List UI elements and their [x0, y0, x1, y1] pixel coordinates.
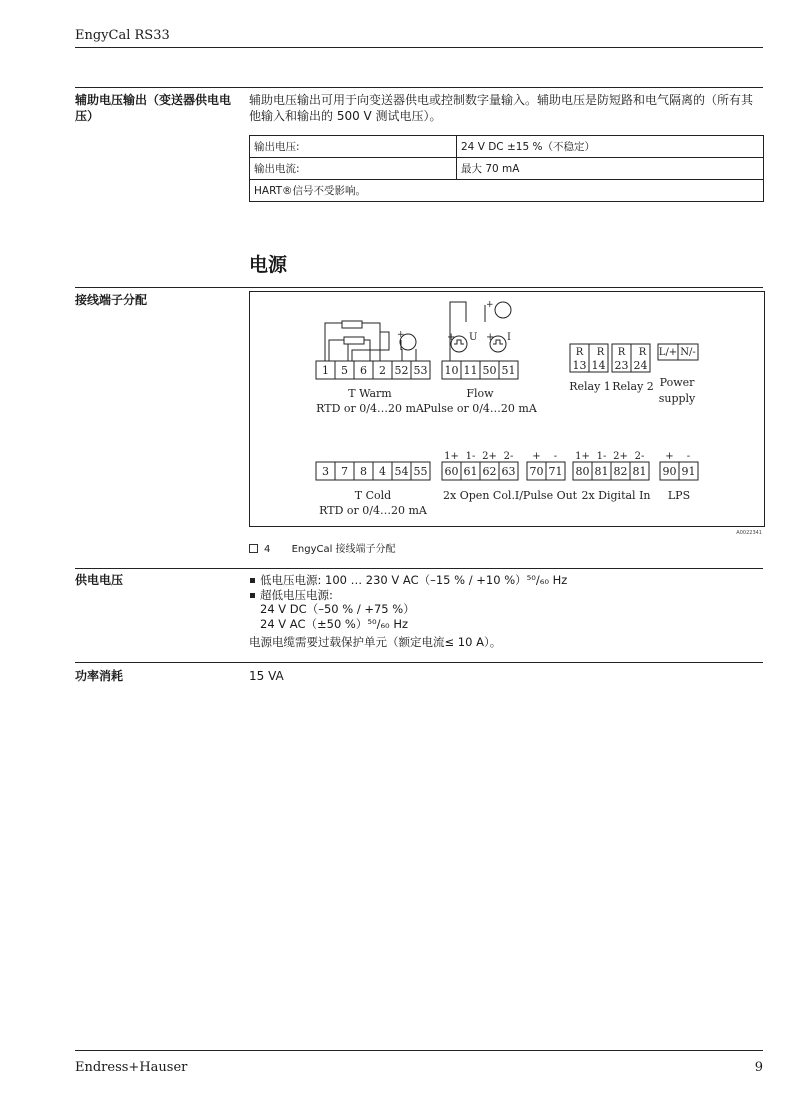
terminal-sign: 1+: [444, 451, 459, 462]
doc-id: A0022341: [736, 530, 762, 536]
terminal-sign: 2-: [634, 451, 645, 462]
table-row: [250, 180, 764, 202]
terminal-sign: 1-: [596, 451, 607, 462]
table-row: [250, 136, 764, 158]
aux-output-label: 辅助电压输出（变送器供电电压）: [75, 93, 232, 123]
terminal-caption: RTD or 0/4…20 mA: [316, 402, 424, 415]
section-divider: [75, 662, 763, 663]
terminal-label: 7: [341, 465, 348, 478]
terminal-label: 91: [681, 465, 696, 478]
relay-label: R: [575, 347, 584, 358]
terminal-label: 6: [360, 364, 367, 377]
page-number: 9: [754, 1060, 763, 1075]
aux-output-desc-2: 他输入和输出的 500 V 测试电压）。: [249, 109, 442, 123]
terminal-label: 1: [322, 364, 329, 377]
aux-output-table: [249, 135, 764, 202]
table-note: HART®信号不受影响。: [250, 180, 764, 202]
terminal-label: 50: [482, 364, 497, 377]
table-cell: 输出电流:: [250, 158, 457, 180]
terminal-label: 55: [413, 465, 428, 478]
relay-label: R: [596, 347, 605, 358]
table-cell: 最大 70 mA: [457, 158, 764, 180]
section-divider: [75, 87, 763, 88]
terminal-sign: +: [665, 451, 674, 462]
power-consumption-label: 功率消耗: [75, 669, 124, 683]
terminal-label: 24: [633, 359, 648, 372]
figure-icon: [249, 544, 258, 553]
terminal-label: 54: [394, 465, 409, 478]
header-divider: [75, 47, 763, 48]
relay-caption: Relay 1: [569, 380, 611, 393]
wiring-diagram: [249, 291, 765, 536]
terminal-caption: RTD or 0/4…20 mA: [319, 504, 427, 517]
terminal-sign: 1+: [575, 451, 590, 462]
supply-note: 电源电缆需要过载保护单元（额定电流≤ 10 A）。: [249, 635, 502, 649]
flow-sign: +: [486, 332, 495, 343]
terminal-label: 10: [444, 364, 459, 377]
power-caption: supply: [658, 392, 696, 405]
terminal-sign: -: [553, 451, 558, 462]
terminal-label: 3: [322, 465, 329, 478]
footer-brand: Endress+Hauser: [75, 1060, 188, 1075]
terminal-label: 5: [341, 364, 348, 377]
figure-number: 4: [264, 544, 271, 555]
terminal-label: 61: [463, 465, 478, 478]
terminal-caption: 2x Open Col.: [443, 489, 515, 502]
terminal-sign: 1-: [465, 451, 476, 462]
terminal-caption: I/Pulse Out: [514, 489, 578, 502]
terminal-sign: 2+: [613, 451, 628, 462]
list-item: 低电压电源: 100 … 230 V AC（–15 % / +10 %）⁵⁰/₆₀ Hz: [249, 573, 567, 588]
terminal-label: 52: [394, 364, 409, 377]
power-consumption-value: 15 VA: [249, 669, 284, 683]
section-divider: [75, 287, 763, 288]
terminal-label: 51: [501, 364, 516, 377]
terminal-sign: 2+: [482, 451, 497, 462]
terminal-label: 8: [360, 465, 367, 478]
terminal-label: 11: [463, 364, 478, 377]
table-row: [250, 158, 764, 180]
terminal-sign: -: [686, 451, 691, 462]
figure-caption: [249, 540, 396, 555]
section-divider: [75, 568, 763, 569]
supply-list: [249, 573, 567, 650]
figure-caption-text: EngyCal 接线端子分配: [291, 544, 396, 555]
terminal-sign: 2-: [503, 451, 514, 462]
table-cell: 输出电压:: [250, 136, 457, 158]
list-item: 24 V DC（–50 % / +75 %）: [260, 602, 415, 616]
terminal-caption: Pulse or 0/4…20 mA: [423, 402, 537, 415]
terminal-label: 60: [444, 465, 459, 478]
svg-text:+: +: [486, 300, 494, 310]
terminal-caption: T Warm: [348, 387, 392, 400]
terminal-label: 82: [613, 465, 628, 478]
list-item: 24 V AC（±50 %）⁵⁰/₆₀ Hz: [260, 616, 409, 631]
terminal-label: 23: [614, 359, 629, 372]
relay-label: R: [617, 347, 626, 358]
power-caption: Power: [659, 376, 695, 389]
terminal-label: 62: [482, 465, 497, 478]
relay-caption: Relay 2: [612, 380, 654, 393]
terminal-sign: +: [532, 451, 541, 462]
terminal-label: 70: [529, 465, 544, 478]
terminal-caption: Flow: [466, 387, 494, 400]
terminal-caption: T Cold: [354, 489, 392, 502]
terminal-label: 71: [548, 465, 563, 478]
terminal-label: L/+: [658, 347, 678, 358]
wiring-diagram-svg: [250, 292, 764, 526]
terminal-caption: LPS: [667, 489, 691, 502]
terminal-label: N/-: [680, 347, 696, 358]
terminal-label: 63: [501, 465, 516, 478]
page-header-title: EngyCal RS33: [75, 28, 170, 43]
supply-label: 供电电压: [75, 573, 124, 587]
terminal-label: 81: [594, 465, 609, 478]
terminal-label: 13: [572, 359, 587, 372]
table-cell: 24 V DC ±15 %（不稳定）: [457, 136, 764, 158]
terminal-label: 14: [591, 359, 606, 372]
terminal-label: 81: [632, 465, 647, 478]
flow-sign: I: [507, 332, 511, 343]
terminal-label: 4: [379, 465, 386, 478]
footer-divider: [75, 1050, 763, 1051]
aux-output-desc-1: 辅助电压输出可用于向变送器供电或控制数字量输入。辅助电压是防短路和电气隔离的（所有其: [249, 93, 754, 107]
svg-text:+: +: [397, 330, 405, 340]
terminal-label: 53: [413, 364, 428, 377]
section-title: 电源: [249, 254, 288, 276]
terminal-caption: 2x Digital In: [581, 489, 651, 502]
wiring-label: 接线端子分配: [75, 293, 148, 307]
list-item: 超低电压电源:: [249, 588, 567, 603]
terminal-label: 80: [575, 465, 590, 478]
terminal-label: 90: [662, 465, 677, 478]
flow-sign: U: [469, 332, 478, 343]
flow-sign: +: [447, 332, 456, 343]
terminal-label: 2: [379, 364, 386, 377]
relay-label: R: [638, 347, 647, 358]
